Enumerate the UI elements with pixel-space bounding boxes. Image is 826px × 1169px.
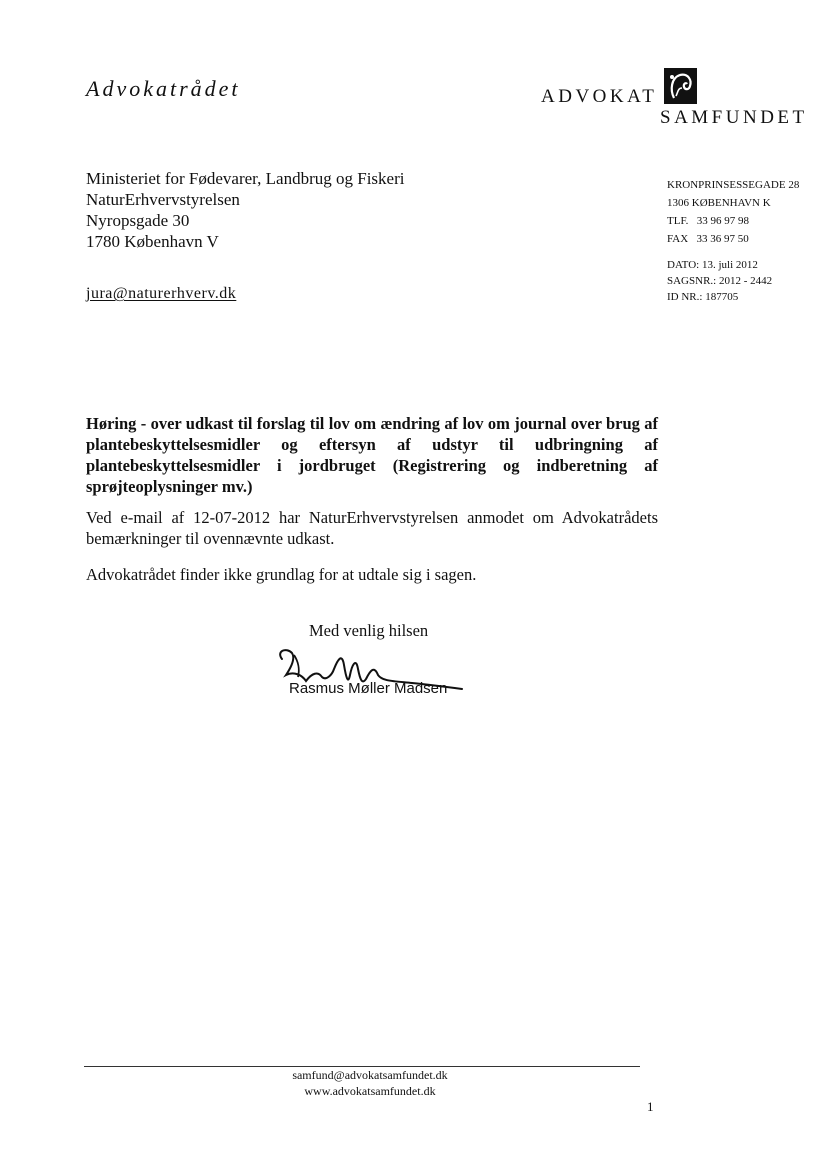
footer-contact	[260, 1067, 480, 1099]
id-number-label: ID NR.:	[667, 291, 703, 303]
sender-street: KRONPRINSESSEGADE 28	[667, 179, 800, 191]
sender-city: 1306 KØBENHAVN K	[667, 197, 771, 209]
sender-phone	[667, 212, 799, 230]
phone-number: 33 96 97 98	[696, 215, 749, 227]
id-number-line	[667, 289, 772, 305]
case-number-value: 2012 - 2442	[718, 275, 773, 287]
body-paragraph-1: Ved e-mail af 12-07-2012 har NaturErhvervstyrelsen anmodet om Advokatrådets bemærkninger til ovennævnte udkast.	[86, 508, 658, 548]
logo-text-advokat: ADVOKAT	[541, 86, 658, 107]
date-line	[667, 257, 772, 273]
advokatsamfundet-emblem-icon	[664, 68, 697, 104]
case-number-line	[667, 273, 772, 289]
body-paragraph-2: Advokatrådet finder ikke grundlag for at udtale sig i sagen.	[86, 565, 477, 584]
recipient-line: NaturErhvervstyrelsen	[86, 190, 240, 209]
phone-label: TLF.	[667, 215, 689, 227]
id-number-value: 187705	[705, 291, 739, 303]
case-number-label: SAGSNR.:	[667, 275, 717, 287]
letter-subject: Høring - over udkast til forslag til lov om ændring af lov om journal over brug af plantebeskyttelsesmidler og eftersyn af udstyr til udbringning af plantebeskyttelsesmidler i jordbruget (Registrering og indberetning af sprøjteoplysninger mv.)	[86, 414, 658, 496]
signer-name: Rasmus Møller Madsen	[289, 680, 448, 697]
page-number: 1	[647, 1099, 654, 1114]
sender-fax	[667, 230, 799, 248]
footer-website: www.advokatsamfundet.dk	[304, 1084, 436, 1098]
recipient-line: Ministeriet for Fødevarer, Landbrug og Fiskeri	[86, 169, 405, 188]
logo-text-samfundet: SAMFUNDET	[660, 107, 808, 128]
date-label: DATO:	[667, 259, 700, 271]
date-value: 13. juli 2012	[701, 259, 758, 271]
recipient-line: 1780 København V	[86, 232, 219, 251]
closing-greeting: Med venlig hilsen	[309, 621, 429, 640]
recipient-email: jura@naturerhverv.dk	[86, 285, 237, 302]
footer-email: samfund@advokatsamfundet.dk	[292, 1068, 448, 1082]
reference-block	[667, 257, 772, 305]
sender-address	[667, 176, 799, 248]
recipient-line: Nyropsgade 30	[86, 211, 190, 230]
fax-label: FAX	[667, 233, 689, 245]
recipient-address	[86, 168, 404, 252]
advokatraadet-wordmark: Advokatrådet	[86, 76, 241, 101]
fax-number: 33 36 97 50	[696, 233, 749, 245]
